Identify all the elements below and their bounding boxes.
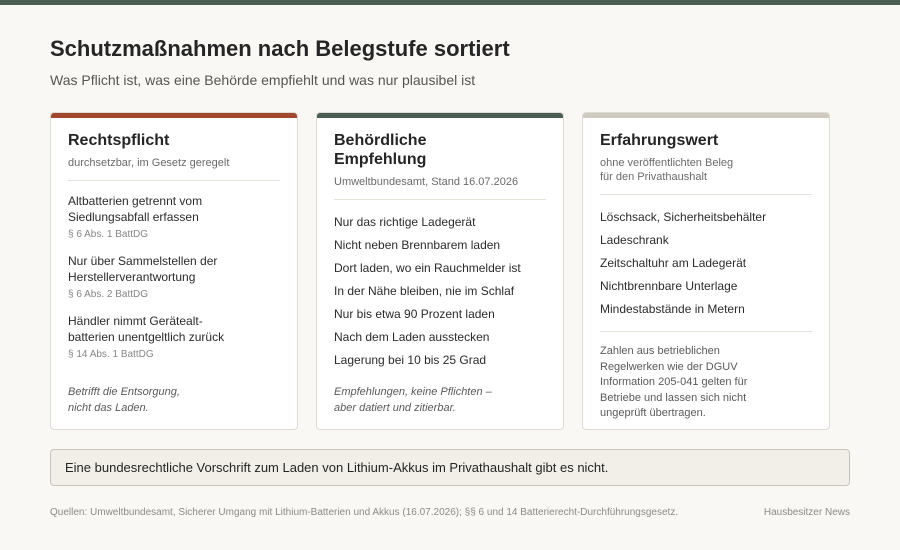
note-divider [600, 331, 812, 332]
item-legal-reference: § 14 Abs. 1 BattDG [68, 349, 154, 360]
page-title: Schutzmaßnahmen nach Belegstufe sortiert [50, 36, 510, 61]
list-item: Nach dem Laden ausstecken [334, 330, 490, 344]
list-item: Zeitschaltuhr am Ladegerät [600, 256, 747, 270]
page-subtitle: Was Pflicht ist, was eine Behörde empfiehlt und was nur plausibel ist [50, 72, 476, 88]
authority-item-list [334, 214, 546, 368]
top-accent-bar [0, 0, 900, 5]
card-subtitle: Umweltbundesamt, Stand 16.07.2026 [334, 176, 519, 188]
legal-item-list [68, 193, 280, 361]
item-legal-reference: § 6 Abs. 1 BattDG [68, 229, 149, 240]
list-item: Löschsack, Sicherheitsbehälter [600, 210, 767, 224]
card-divider [600, 194, 812, 195]
card-accent-bar [583, 113, 829, 118]
summary-callout [50, 449, 850, 486]
card-subtitle: durchsetzbar, im Gesetz geregelt [68, 157, 230, 169]
item-text: Nur über Sammelstellen der Herstellerverantwortung [68, 254, 218, 284]
card-note: Empfehlungen, keine Pflichten – aber datiert und zitierbar. [334, 386, 492, 414]
card-note: Zahlen aus betrieblichen Regelwerken wie der DGUV Information 205-041 gelten für Betriebe und lassen sich nicht ungeprüft übertragen. [600, 345, 748, 419]
item-text: Altbatterien getrennt vom Siedlungsabfall erfassen [68, 194, 203, 224]
card-experience-value [582, 112, 830, 430]
list-item [68, 253, 280, 301]
card-note: Betrifft die Entsorgung, nicht das Laden. [68, 386, 180, 414]
list-item: Nur bis etwa 90 Prozent laden [334, 307, 495, 321]
list-item: Lagerung bei 10 bis 25 Grad [334, 353, 487, 367]
item-legal-reference: § 6 Abs. 2 BattDG [68, 289, 149, 300]
card-divider [334, 199, 546, 200]
list-item [68, 313, 280, 361]
callout-text: Eine bundesrechtliche Vorschrift zum Laden von Lithium-Akkus im Privathaushalt gibt es nicht. [65, 460, 609, 475]
card-subtitle: ohne veröffentlichten Beleg für den Privathaushalt [600, 157, 734, 183]
list-item: Ladeschrank [600, 233, 669, 247]
list-item: Nur das richtige Ladegerät [334, 215, 476, 229]
list-item: In der Nähe bleiben, nie im Schlaf [334, 284, 515, 298]
card-title: Rechtspflicht [68, 132, 170, 149]
list-item: Nicht neben Brennbarem laden [334, 238, 501, 252]
card-accent-bar [51, 113, 297, 118]
footer-sources: Quellen: Umweltbundesamt, Sicherer Umgang mit Lithium-Batterien und Akkus (16.07.2026); §§ 6 und 14 Batterierecht-Durchführungsgesetz. [50, 507, 679, 518]
list-item [68, 193, 280, 241]
card-authority-recommendation [316, 112, 564, 430]
item-text: Händler nimmt Gerätealt- batterien unentgeltlich zurück [68, 314, 225, 344]
footer-brand: Hausbesitzer News [763, 507, 850, 518]
card-accent-bar [317, 113, 563, 118]
card-divider [68, 180, 280, 181]
experience-item-list [600, 209, 812, 317]
card-title: Behördliche Empfehlung [334, 132, 427, 168]
list-item: Nichtbrennbare Unterlage [600, 279, 738, 293]
card-title: Erfahrungswert [600, 132, 719, 149]
list-item: Mindestabstände in Metern [600, 302, 745, 316]
list-item: Dort laden, wo ein Rauchmelder ist [334, 261, 521, 275]
card-legal-obligation [50, 112, 298, 430]
